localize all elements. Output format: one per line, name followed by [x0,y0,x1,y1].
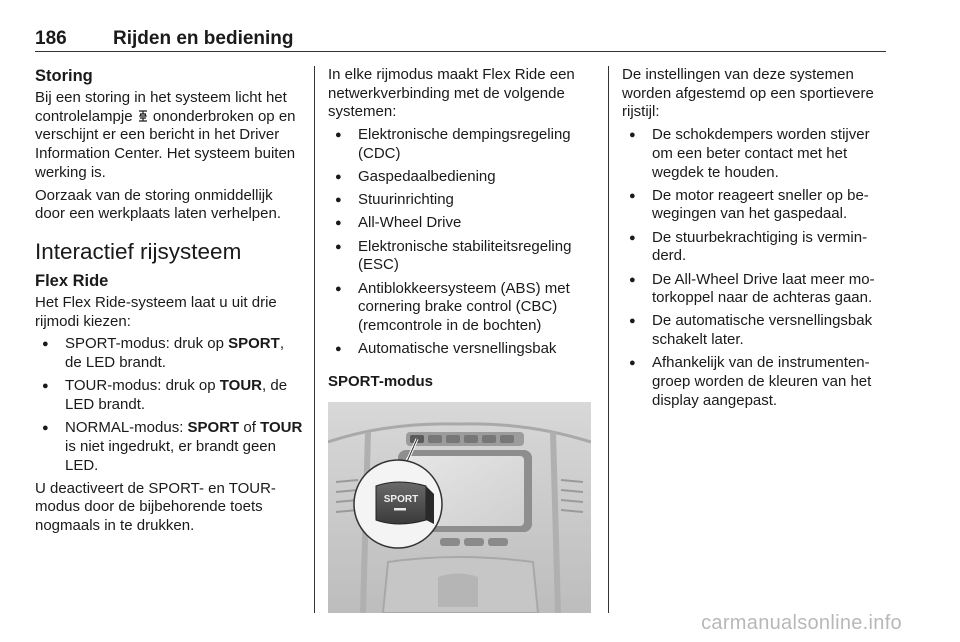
column-divider [608,66,609,613]
chapter-title: Rijden en bediening [113,28,294,49]
list-item: ● Antiblokkeersysteem (ABS) met cornering brake control (CBC) (remcontrole in de bochten) [328,280,594,336]
column-divider [314,66,315,613]
list-item: ● All-Wheel Drive [328,214,594,233]
flex-ride-intro: Het Flex Ride-systeem laat u uit drie rijmodi kiezen: [35,293,277,330]
suspension-warning-icon [137,109,149,122]
list-item: ● Elektronische dempingsregeling (CDC) [328,126,594,163]
column-1 [35,66,303,540]
list-item: ● De stuurbekrachtiging is verminderd. [622,229,887,266]
deactivate-paragraph: U deactiveert de SPORT- en TOUR-modus door de bijbehorende toets nogmaals in te drukken. [35,479,276,535]
list-item: ● Stuurinrichting [328,191,594,210]
list-item: ● De schokdempers worden stijver om een beter contact met het wegdek te houden. [622,126,887,182]
systems-list [328,126,594,359]
list-item: ● Afhankelijk van de instrumentengroep worden de kleuren van het display aangepast. [622,354,887,410]
list-item: ● De All-Wheel Drive laat meer motorkoppel naar de achteras gaan. [622,271,887,308]
column-3 [622,66,887,415]
page-header [35,26,886,52]
section-title: Interactief rijsysteem [35,238,242,264]
list-item: ● De automatische versnellingsbak schakelt later. [622,312,887,349]
settings-intro: De instellingen van deze systemen worden afgestemd op een sportievere rijstijl: [622,66,874,121]
effects-list [622,126,887,410]
page-number: 186 [35,28,67,49]
sport-button-label: SPORT [383,493,419,505]
list-item: ● NORMAL-modus: SPORT of TOUR is niet ingedrukt, er brandt geen LED. [35,419,303,475]
list-item: ● Automatische versnellingsbak [328,340,594,359]
list-item: ● De motor reageert sneller op bewegingen van het gaspedaal. [622,187,887,224]
list-item: ● TOUR-modus: druk op TOUR, de LED brandt. [35,377,303,414]
list-item: ● Elektronische stabiliteitsregeling (ESC) [328,238,594,275]
list-item: ● Gaspedaalbediening [328,168,594,187]
storing-heading: Storing [35,67,93,85]
sport-button-photo [328,402,591,613]
watermark: carmanualsonline.info [701,612,902,634]
storing-paragraph: Bij een storing in het systeem licht het controlelampje ononderbroken op en verschijnt er een bericht in het Driver Information Center. Het systeem buiten werking is. [35,89,296,181]
mode-list [35,335,303,475]
storing-advice: Oorzaak van de storing onmiddellijk door een werkplaats laten verhelpen. [35,186,281,223]
systems-intro: In elke rijmodus maakt Flex Ride een netwerkverbinding met de volgende systemen: [328,66,575,121]
flex-ride-heading: Flex Ride [35,271,109,290]
list-item: ● SPORT-modus: druk op SPORT, de LED brandt. [35,335,303,372]
sport-mode-heading: SPORT-modus [328,372,434,390]
column-2 [328,66,594,613]
